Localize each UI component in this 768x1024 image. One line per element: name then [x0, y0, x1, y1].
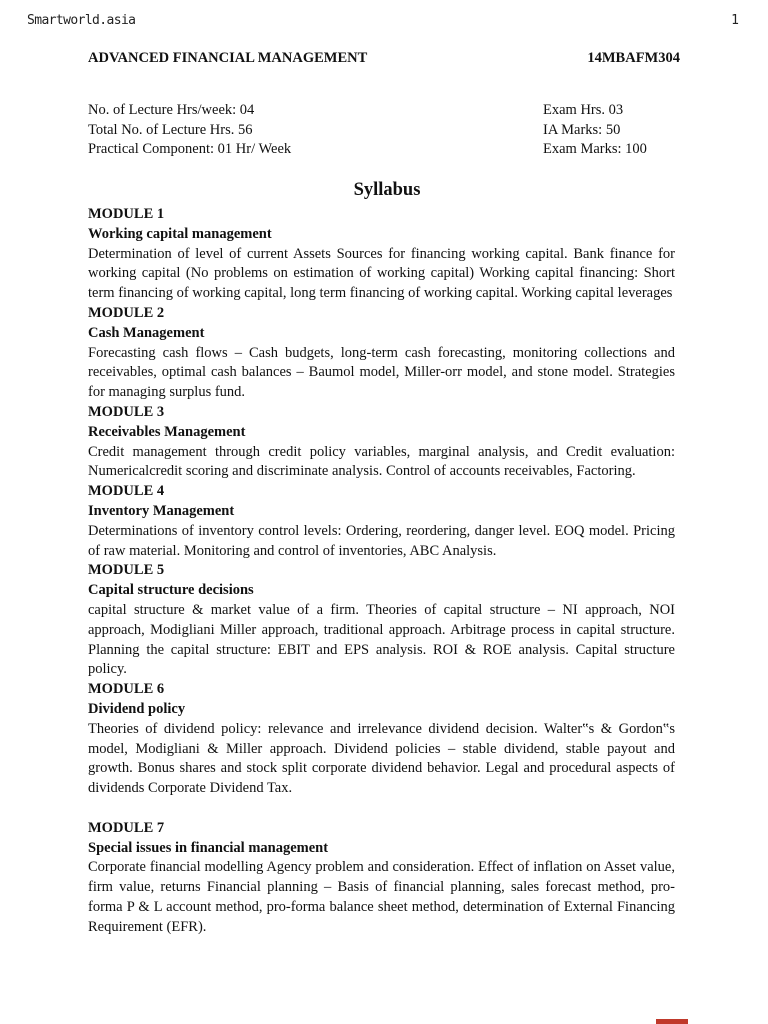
- module-title: Special issues in financial management: [88, 839, 329, 856]
- module-1: [88, 205, 675, 304]
- module-5: [88, 561, 675, 680]
- page-edge-marker: [656, 1019, 688, 1024]
- module-title: Receivables Management: [88, 423, 246, 440]
- site-header: Smartworld.asia: [27, 13, 136, 28]
- exam-marks: Exam Marks: 100: [543, 141, 647, 157]
- total-lecture-hours: Total No. of Lecture Hrs. 56: [88, 121, 253, 138]
- module-label: MODULE 6: [88, 681, 165, 698]
- lecture-info: [88, 101, 291, 160]
- syllabus-heading: Syllabus: [353, 180, 421, 200]
- module-title: Dividend policy: [88, 700, 186, 717]
- module-description: capital structure & market value of a firm. Theories of capital structure – NI approach, NOI approach, Modigliani Miller approach, traditional approach. Arbitrage process in capital structure. Planning the capital structure: EBIT and EPS analysis. ROI & ROE analysis. Capital structure policy.: [88, 601, 675, 678]
- module-description: Determinations of inventory control levels: Ordering, reordering, danger level. EOQ model. Pricing of raw material. Monitoring and control of inventories, ABC Analysis.: [88, 522, 675, 559]
- module-label: MODULE 1: [88, 206, 165, 222]
- exam-hours: Exam Hrs. 03: [543, 102, 624, 118]
- module-description: Forecasting cash flows – Cash budgets, long-term cash forecasting, monitoring collections and receivables, optimal cash balances – Baumol model, Miller-orr model, and stone model. Strategies for managing surplus fund.: [88, 344, 675, 401]
- ia-marks: IA Marks: 50: [543, 121, 621, 138]
- module-label: MODULE 3: [88, 403, 165, 420]
- module-6: [88, 680, 675, 799]
- module-label: MODULE 7: [88, 819, 165, 836]
- module-title: Cash Management: [88, 324, 205, 341]
- exam-info: [543, 101, 647, 160]
- module-label: MODULE 2: [88, 304, 165, 321]
- lecture-hours-per-week: No. of Lecture Hrs/week: 04: [88, 102, 255, 118]
- module-7: [88, 819, 675, 938]
- module-description: Determination of level of current Assets Sources for financing working capital. Bank finance for working capital (No problems on estimation of working capital) Working capital financing: Short term financing of working capital, long term financing of working capital. Working capital leverages: [88, 245, 675, 302]
- module-label: MODULE 5: [88, 562, 165, 579]
- module-4: [88, 482, 675, 561]
- module-description: Credit management through credit policy variables, marginal analysis, and Credit evaluation: Numericalcredit scoring and discriminate analysis. Control of accounts receivables, Factoring.: [88, 443, 675, 480]
- module-title: Working capital management: [88, 225, 272, 242]
- course-title: ADVANCED FINANCIAL MANAGEMENT: [88, 50, 368, 66]
- module-3: [88, 403, 675, 482]
- module-title: Inventory Management: [88, 502, 235, 519]
- module-title: Capital structure decisions: [88, 582, 254, 599]
- practical-component: Practical Component: 01 Hr/ Week: [88, 141, 292, 157]
- module-description: Theories of dividend policy: relevance and irrelevance dividend decision. Walter‟s & Gordon‟s model, Modigliani & Miller approach. Dividend policies – stable dividend, stable payout and growth. Bonus shares and stock split corporate dividend behavior. Legal and procedural aspects of dividends Corporate Dividend Tax.: [88, 720, 675, 797]
- page-number: 1: [731, 13, 739, 28]
- module-description: Corporate financial modelling Agency problem and consideration. Effect of inflation on Asset value, firm value, returns Financial planning – Basis of financial planning, sales forecast method, pro-forma P & L account method, pro-forma balance sheet method, determination of External Financing Requirement (EFR).: [88, 859, 675, 935]
- module-2: [88, 304, 675, 403]
- module-label: MODULE 4: [88, 483, 165, 500]
- syllabus-content: [88, 205, 675, 937]
- course-code: 14MBAFM304: [587, 50, 680, 66]
